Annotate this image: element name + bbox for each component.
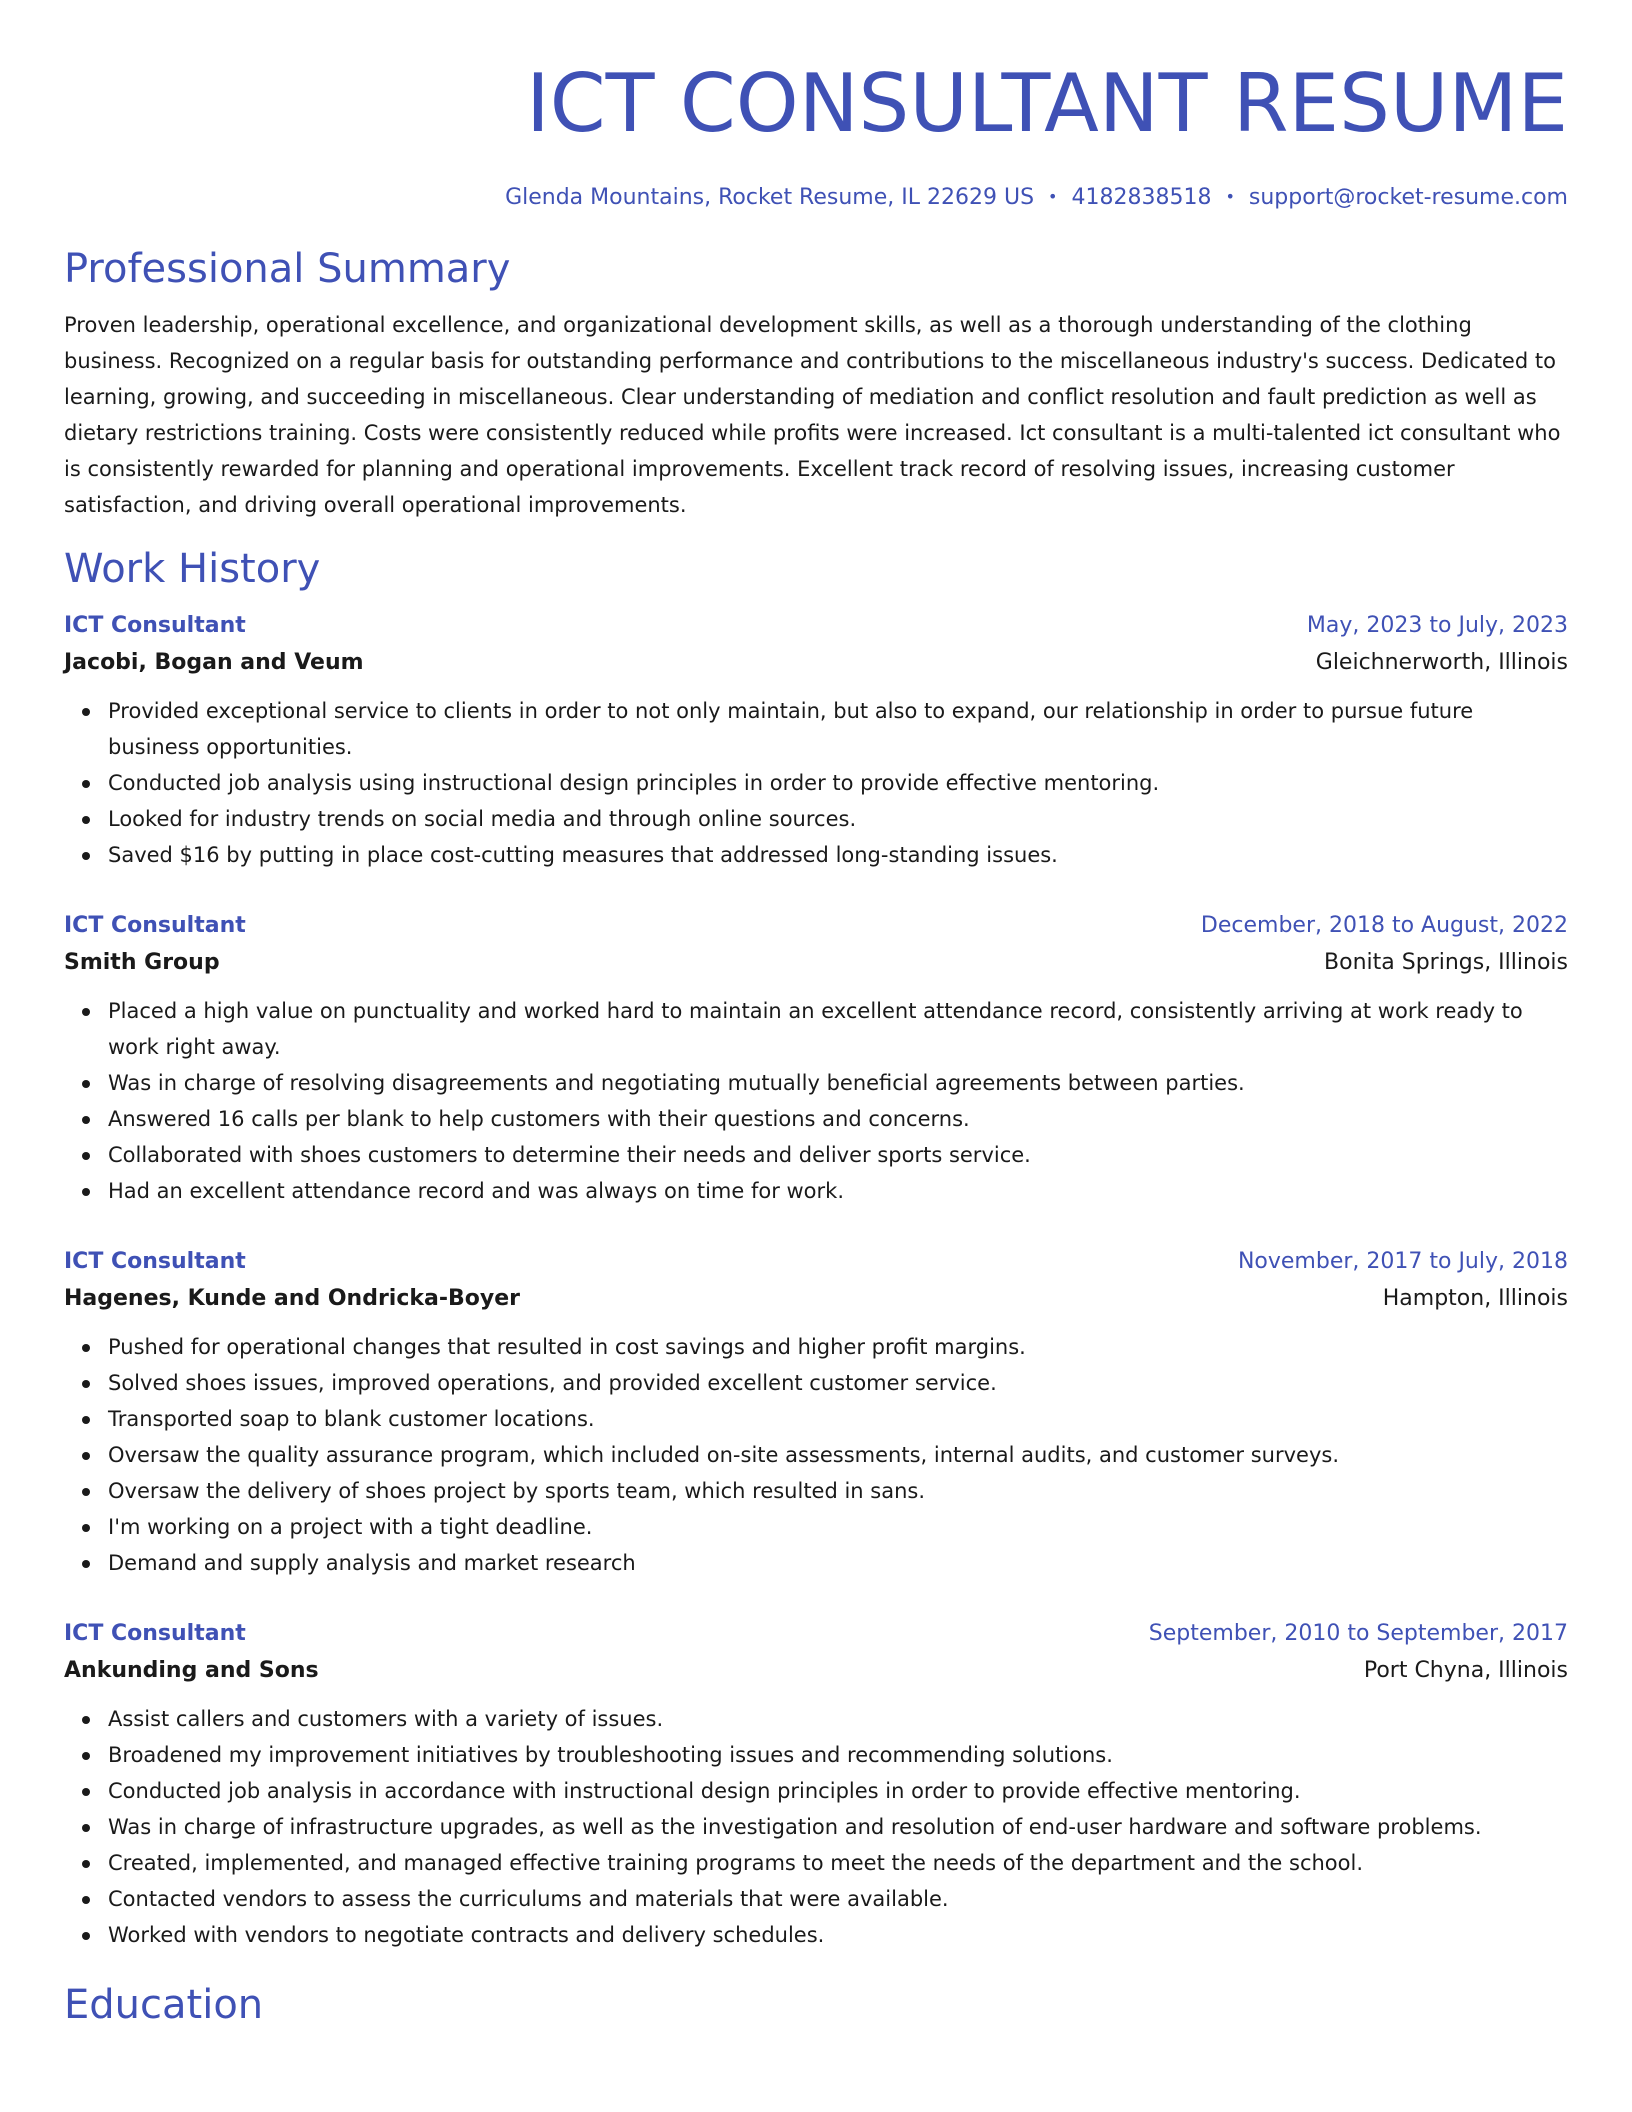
job-title-row bbox=[64, 609, 1568, 643]
job-company: Smith Group bbox=[64, 950, 220, 975]
contact-address: Glenda Mountains, Rocket Resume, IL 22629 US bbox=[505, 185, 1035, 210]
contact-line bbox=[64, 182, 1568, 213]
job-bullet: Saved $16 by putting in place cost-cutting measures that addressed long-standing issues. bbox=[108, 837, 1528, 873]
job-entry bbox=[64, 1617, 1568, 1953]
job-company-row bbox=[64, 943, 1568, 983]
job-title: ICT Consultant bbox=[64, 913, 246, 938]
job-bullet: Placed a high value on punctuality and worked hard to maintain an excellent attendance record, consistently arriving at work ready to work right away. bbox=[108, 993, 1528, 1065]
job-company-row bbox=[64, 1279, 1568, 1319]
job-bullet: Demand and supply analysis and market research bbox=[108, 1545, 1528, 1581]
job-company-row bbox=[64, 1651, 1568, 1691]
job-company-row bbox=[64, 643, 1568, 683]
job-bullet: Had an excellent attendance record and was always on time for work. bbox=[108, 1173, 1528, 1209]
job-bullet: I'm working on a project with a tight deadline. bbox=[108, 1509, 1528, 1545]
job-bullet: Collaborated with shoes customers to determine their needs and deliver sports service. bbox=[108, 1137, 1528, 1173]
resume-header bbox=[64, 0, 1568, 213]
job-bullet: Was in charge of infrastructure upgrades, as well as the investigation and resolution of end-user hardware and software problems. bbox=[108, 1809, 1528, 1845]
job-title-row bbox=[64, 1245, 1568, 1279]
job-bullet: Worked with vendors to negotiate contracts and delivery schedules. bbox=[108, 1917, 1528, 1953]
job-bullet: Oversaw the quality assurance program, which included on-site assessments, internal audits, and customer surveys. bbox=[108, 1437, 1528, 1473]
job-dates: November, 2017 to July, 2018 bbox=[1237, 1249, 1568, 1274]
job-bullet: Pushed for operational changes that resulted in cost savings and higher profit margins. bbox=[108, 1329, 1528, 1365]
contact-separator: • bbox=[1225, 187, 1235, 206]
job-dates: May, 2023 to July, 2023 bbox=[1306, 613, 1568, 638]
job-bullets bbox=[64, 693, 1568, 873]
job-title: ICT Consultant bbox=[64, 1621, 246, 1646]
job-title: ICT Consultant bbox=[64, 613, 246, 638]
job-bullet: Conducted job analysis using instructional design principles in order to provide effective mentoring. bbox=[108, 765, 1528, 801]
job-company: Hagenes, Kunde and Ondricka-Boyer bbox=[64, 1286, 520, 1311]
resume-title: ICT CONSULTANT RESUME bbox=[526, 57, 1568, 150]
job-bullet: Assist callers and customers with a variety of issues. bbox=[108, 1701, 1528, 1737]
job-location: Bonita Springs, Illinois bbox=[1324, 950, 1568, 975]
job-bullet: Conducted job analysis in accordance with instructional design principles in order to provide effective mentoring. bbox=[108, 1773, 1528, 1809]
summary-text: Proven leadership, operational excellence, and organizational development skills, as well as a thorough understanding of the clothing business. Recognized on a regular basis for outstanding performance and contributions to the miscellaneous industry's success. Dedicated to learning, growing, and succeeding in miscellaneous. Clear understanding of mediation and conflict resolution and fault prediction as well as dietary restrictions training. Costs were consistently reduced while profits were increased. Ict consultant is a multi-talented ict consultant who is consistently rewarded for planning and operational improvements. Excellent track record of resolving issues, increasing customer satisfaction, and driving overall operational improvements. bbox=[64, 313, 1561, 517]
job-entry bbox=[64, 1245, 1568, 1581]
job-bullet: Looked for industry trends on social media and through online sources. bbox=[108, 801, 1528, 837]
job-entry bbox=[64, 909, 1568, 1209]
job-bullet: Oversaw the delivery of shoes project by sports team, which resulted in sans. bbox=[108, 1473, 1528, 1509]
job-location: Hampton, Illinois bbox=[1382, 1286, 1568, 1311]
job-bullet: Contacted vendors to assess the curriculums and materials that were available. bbox=[108, 1881, 1528, 1917]
job-company: Jacobi, Bogan and Veum bbox=[64, 650, 364, 675]
contact-phone: 4182838518 bbox=[1071, 185, 1212, 210]
job-title: ICT Consultant bbox=[64, 1249, 246, 1274]
job-entry bbox=[64, 609, 1568, 873]
job-bullet: Was in charge of resolving disagreements and negotiating mutually beneficial agreements between parties. bbox=[108, 1065, 1528, 1101]
job-location: Gleichnerworth, Illinois bbox=[1315, 650, 1568, 675]
contact-separator: • bbox=[1048, 187, 1058, 206]
job-company: Ankunding and Sons bbox=[64, 1658, 319, 1683]
education-heading: Education bbox=[64, 1982, 264, 2028]
job-bullets bbox=[64, 993, 1568, 1209]
job-dates: December, 2018 to August, 2022 bbox=[1200, 913, 1568, 938]
job-bullets bbox=[64, 1329, 1568, 1581]
job-bullet: Created, implemented, and managed effective training programs to meet the needs of the department and the school. bbox=[108, 1845, 1528, 1881]
job-bullet: Answered 16 calls per blank to help customers with their questions and concerns. bbox=[108, 1101, 1528, 1137]
job-bullet: Solved shoes issues, improved operations, and provided excellent customer service. bbox=[108, 1365, 1528, 1401]
summary-heading: Professional Summary bbox=[64, 246, 511, 292]
job-bullets bbox=[64, 1701, 1568, 1953]
job-dates: September, 2010 to September, 2017 bbox=[1148, 1621, 1568, 1646]
job-bullet: Provided exceptional service to clients in order to not only maintain, but also to expand, our relationship in order to pursue future business opportunities. bbox=[108, 693, 1528, 765]
job-location: Port Chyna, Illinois bbox=[1363, 1658, 1568, 1683]
job-title-row bbox=[64, 909, 1568, 943]
job-list bbox=[64, 609, 1568, 1953]
job-bullet: Broadened my improvement initiatives by troubleshooting issues and recommending solutions. bbox=[108, 1737, 1528, 1773]
work-history-heading: Work History bbox=[64, 546, 321, 592]
job-title-row bbox=[64, 1617, 1568, 1651]
contact-email: support@rocket-resume.com bbox=[1248, 185, 1568, 210]
job-bullet: Transported soap to blank customer locations. bbox=[108, 1401, 1528, 1437]
